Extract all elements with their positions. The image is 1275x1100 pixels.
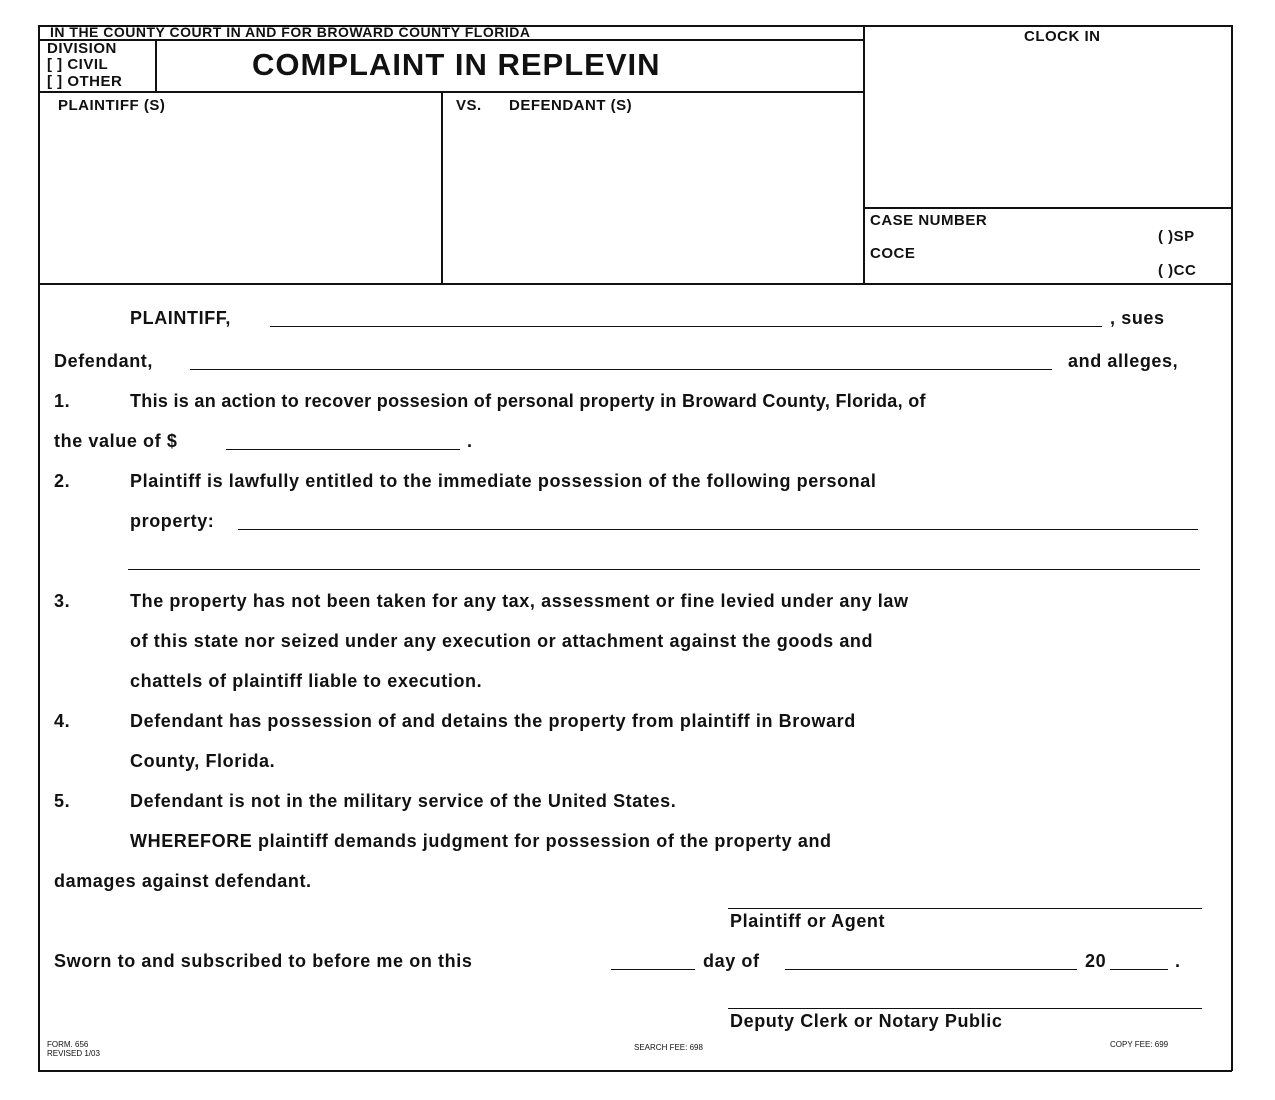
item3-line1: The property has not been taken for any tax, assessment or fine levied under any law — [130, 591, 909, 611]
defendant-name-blank[interactable] — [190, 369, 1052, 370]
division-label: DIVISION — [47, 40, 117, 57]
year-blank[interactable] — [1110, 969, 1168, 970]
form-number: FORM. 656 — [47, 1040, 89, 1049]
division-other-checkbox[interactable]: [ ] OTHER — [47, 73, 123, 90]
month-blank[interactable] — [785, 969, 1077, 970]
sp-checkbox[interactable]: ( )SP — [1158, 228, 1195, 245]
defendant-word: Defendant, — [54, 351, 154, 371]
wherefore-line1: WHEREFORE plaintiff demands judgment for possession of the property and — [130, 831, 832, 851]
item4-number: 4. — [54, 711, 71, 731]
wherefore-line2: damages against defendant. — [54, 871, 312, 891]
item2-number: 2. — [54, 471, 71, 491]
property-value-blank[interactable] — [226, 449, 460, 450]
item3-number: 3. — [54, 591, 71, 611]
plaintiff-signature-line[interactable] — [728, 908, 1202, 909]
vs-label: VS. — [456, 97, 482, 114]
day-blank[interactable] — [611, 969, 695, 970]
and-alleges-text: and alleges, — [1068, 351, 1179, 371]
item5-line1: Defendant is not in the military service of the United States. — [130, 791, 677, 811]
item2-line1: Plaintiff is lawfully entitled to the immediate possession of the following personal — [130, 471, 877, 491]
coce-label: COCE — [870, 245, 916, 262]
item1-value-prefix: the value of $ — [54, 431, 178, 451]
copy-fee: COPY FEE: 699 — [1110, 1040, 1169, 1049]
division-divider — [155, 39, 157, 92]
header-bottom-rule — [38, 283, 1232, 285]
division-civil-checkbox[interactable]: [ ] CIVIL — [47, 56, 109, 73]
day-of-text: day of — [703, 951, 760, 971]
item4-line2: County, Florida. — [130, 751, 276, 771]
case-number-label: CASE NUMBER — [870, 212, 988, 229]
header-rule-2 — [38, 91, 864, 93]
sworn-prefix: Sworn to and subscribed to before me on this — [54, 951, 473, 971]
item5-number: 5. — [54, 791, 71, 811]
plaintiff-name-blank[interactable] — [270, 326, 1102, 327]
case-rule — [863, 207, 1232, 209]
sworn-suffix: . — [1175, 951, 1181, 971]
form-title: COMPLAINT IN REPLEVIN — [252, 47, 661, 82]
search-fee: SEARCH FEE: 698 — [634, 1043, 703, 1052]
item3-line3: chattels of plaintiff liable to execution. — [130, 671, 483, 691]
clerk-signature-line[interactable] — [728, 1008, 1202, 1009]
item1-line1: This is an action to recover possesion of personal property in Broward County, Florida, of — [130, 391, 926, 411]
frame-bottom — [38, 1070, 1232, 1072]
court-line: IN THE COUNTY COURT IN AND FOR BROWARD COUNTY FLORIDA — [50, 24, 531, 40]
plaintiff-or-agent-label: Plaintiff or Agent — [730, 911, 886, 931]
item1-number: 1. — [54, 391, 71, 411]
plaintiff-word: PLAINTIFF, — [130, 308, 231, 328]
item2-property-label: property: — [130, 511, 215, 531]
deputy-clerk-label: Deputy Clerk or Notary Public — [730, 1011, 1003, 1031]
revised-date: REVISED 1/03 — [47, 1049, 100, 1058]
item1-value-suffix: . — [467, 431, 473, 451]
clock-divider — [863, 25, 865, 284]
plaintiffs-label: PLAINTIFF (S) — [58, 97, 166, 114]
party-divider — [441, 91, 443, 284]
defendants-label: DEFENDANT (S) — [509, 97, 633, 114]
clock-in-label: CLOCK IN — [1024, 28, 1101, 45]
sues-text: , sues — [1110, 308, 1165, 328]
frame-left — [38, 25, 40, 1071]
property-description-blank-1[interactable] — [238, 529, 1198, 530]
item4-line1: Defendant has possession of and detains the property from plaintiff in Broward — [130, 711, 856, 731]
cc-checkbox[interactable]: ( )CC — [1158, 262, 1197, 279]
frame-right — [1231, 25, 1233, 1071]
year-prefix: 20 — [1085, 951, 1107, 971]
property-description-blank-2[interactable] — [128, 569, 1200, 570]
item3-line2: of this state nor seized under any execution or attachment against the goods and — [130, 631, 874, 651]
